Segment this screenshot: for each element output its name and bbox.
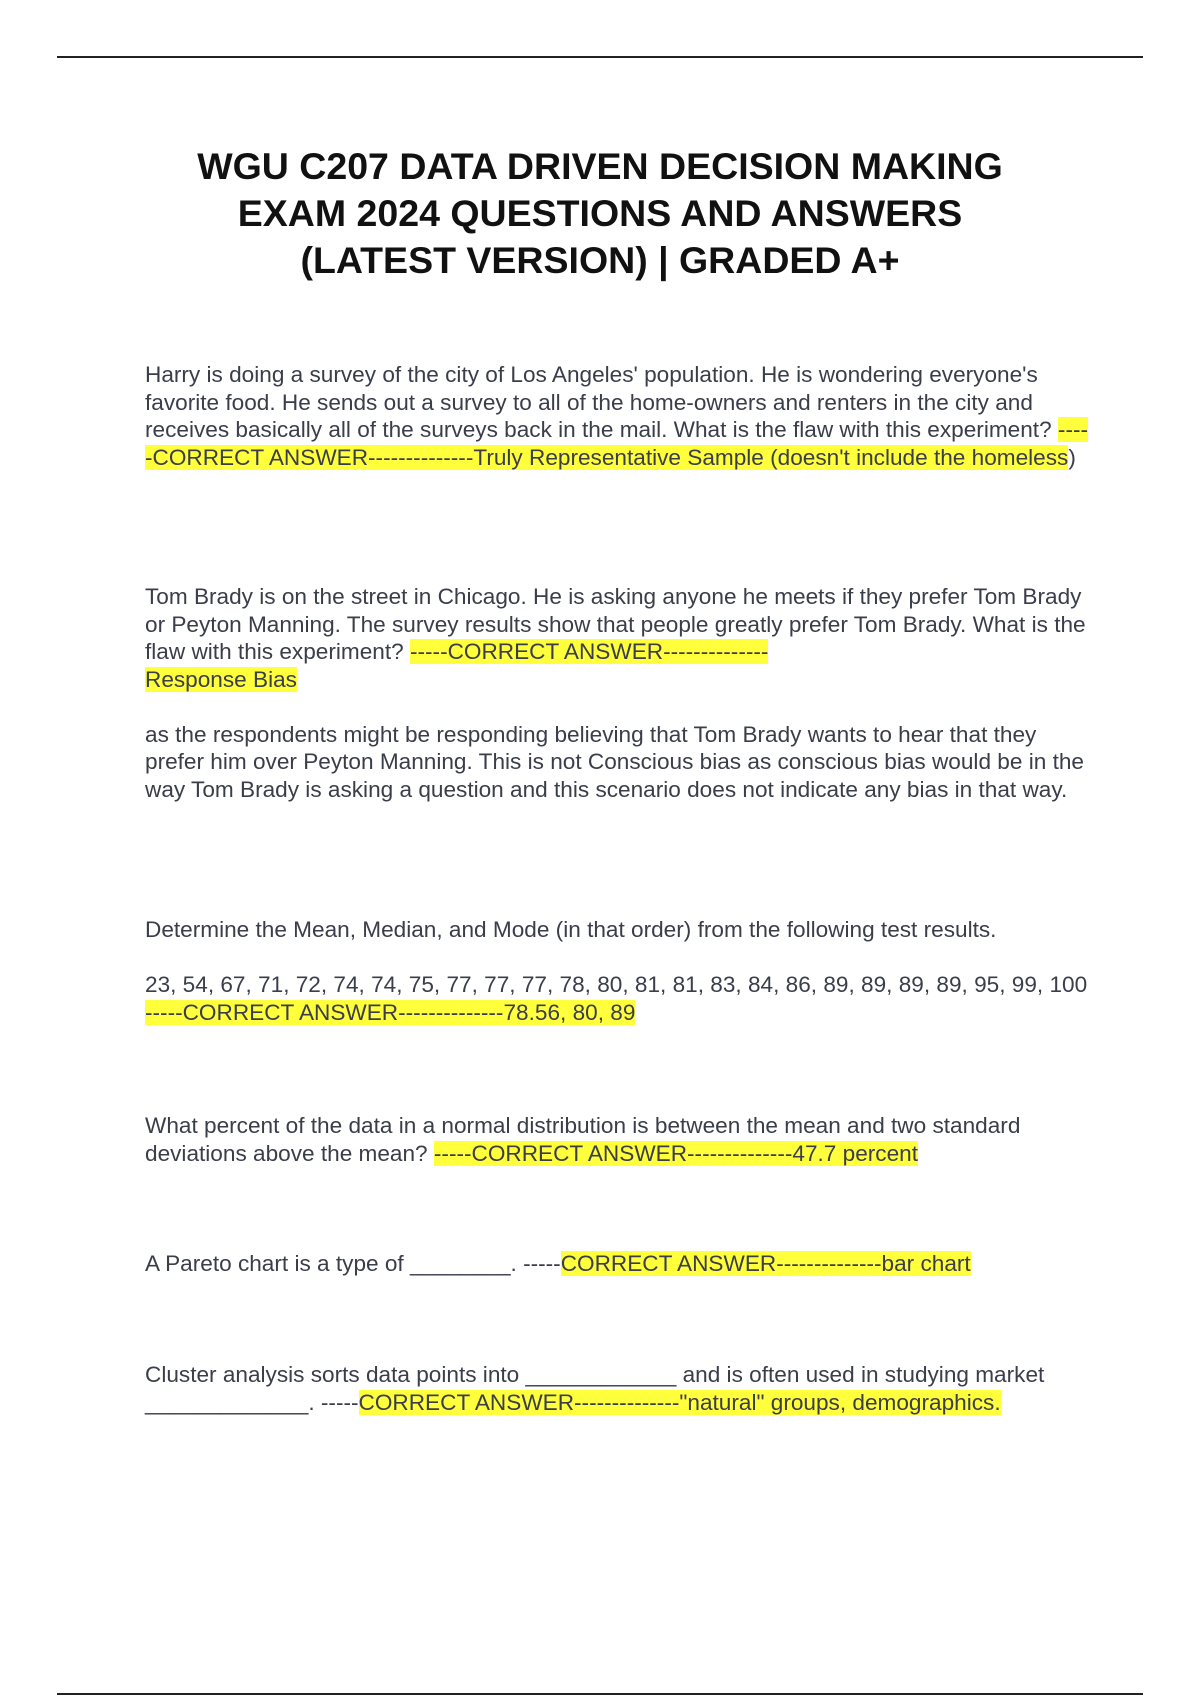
title-line-3: (LATEST VERSION) | GRADED A+ xyxy=(300,239,900,281)
qa-item-6 xyxy=(145,1361,1095,1416)
qa-5-question: A Pareto chart is a type of ________. ----- xyxy=(145,1251,561,1276)
qa-6-paragraph xyxy=(145,1361,1095,1416)
qa-2-answer: Response Bias xyxy=(145,666,297,692)
title-line-2: EXAM 2024 QUESTIONS AND ANSWERS xyxy=(237,192,963,234)
qa-3-paragraph xyxy=(145,971,1095,1026)
qa-4-question: What percent of the data in a normal distribution is between the mean and two standard deviations above the mean? xyxy=(145,1113,1021,1166)
qa-item-2 xyxy=(145,583,1095,803)
qa-5-answer-marker: CORRECT ANSWER-------------- xyxy=(560,1251,882,1276)
qa-5-paragraph xyxy=(145,1250,1095,1278)
qa-6-question: Cluster analysis sorts data points into ____________ and is often used in studying market _____________. ----- xyxy=(145,1362,1045,1415)
qa-item-5 xyxy=(145,1250,1095,1278)
qa-1-answer-marker: -----CORRECT ANSWER-------------- xyxy=(145,417,1089,470)
qa-3-answer: 78.56, 80, 89 xyxy=(503,999,636,1025)
qa-1-paragraph xyxy=(145,361,1095,471)
qa-1-answer: Truly Representative Sample (doesn't include the homeless xyxy=(473,444,1069,470)
document-title xyxy=(100,143,1100,284)
qa-item-1 xyxy=(145,361,1095,471)
qa-4-paragraph xyxy=(145,1112,1095,1167)
qa-5-answer: bar chart xyxy=(881,1251,971,1276)
qa-4-answer: 47.7 percent xyxy=(792,1140,918,1166)
qa-1-question: Harry is doing a survey of the city of Los Angeles' population. He is wondering everyone's favorite food. He sends out a survey to all of the home-owners and renters in the city and receives basically all of the surveys back in the mail. What is the flaw with this experiment? xyxy=(145,362,1058,442)
qa-2-paragraph xyxy=(145,583,1095,693)
title-line-1: WGU C207 DATA DRIVEN DECISION MAKING xyxy=(197,145,1003,187)
qa-2-answer-marker: -----CORRECT ANSWER-------------- xyxy=(409,639,769,664)
qa-6-answer: "natural" groups, demographics. xyxy=(679,1389,1001,1415)
header-rule xyxy=(57,56,1143,58)
qa-6-answer-marker: CORRECT ANSWER-------------- xyxy=(358,1389,680,1415)
qa-item-4 xyxy=(145,1112,1095,1167)
qa-item-3 xyxy=(145,916,1095,1026)
qa-3-question: Determine the Mean, Median, and Mode (in that order) from the following test results. xyxy=(145,917,997,942)
qa-4-answer-marker: -----CORRECT ANSWER-------------- xyxy=(433,1140,793,1166)
qa-1-answer-tail: ) xyxy=(1068,444,1076,470)
qa-2-explanation: as the respondents might be responding believing that Tom Brady wants to hear that they prefer him over Peyton Manning. This is not Conscious bias as conscious bias would be in the way Tom Brady is asking a question and this scenario does not indicate any bias in that way. xyxy=(145,721,1084,802)
qa-3-answer-marker: -----CORRECT ANSWER-------------- xyxy=(145,999,504,1025)
qa-3-data-line: 23, 54, 67, 71, 72, 74, 74, 75, 77, 77, 77, 78, 80, 81, 81, 83, 84, 86, 89, 89, 89, 89, 95, 99, 100 xyxy=(145,972,1088,997)
footer-rule xyxy=(57,1693,1143,1695)
qa-2-question: Tom Brady is on the street in Chicago. He is asking anyone he meets if they prefer Tom Brady or Peyton Manning. The survey results show that people greatly prefer Tom Brady. What is the flaw with this experiment? xyxy=(145,584,1086,664)
